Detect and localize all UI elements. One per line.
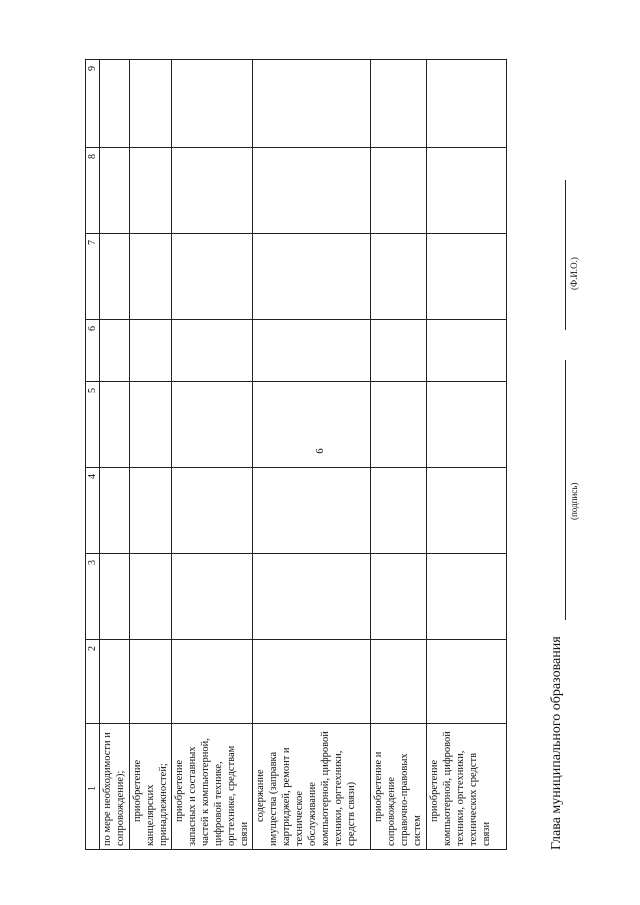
table-row: [253, 60, 371, 850]
col-header-3: 3: [86, 554, 100, 640]
header-row: [86, 60, 100, 850]
name-line: [565, 180, 566, 330]
row-label: приобретение канцелярских принадлежностей;: [130, 724, 172, 850]
landscape-content: [85, 66, 579, 850]
col-header-9: 9: [86, 60, 100, 148]
col-header-5: 5: [86, 382, 100, 468]
row-label: приобретение компьютерной, цифровой техники, оргтехники, технических средств связи: [427, 724, 507, 850]
col-header-2: 2: [86, 640, 100, 724]
row-label: содержание имущества (заправка картриджей, ремонт и техническое обслуживание компьютерной, цифровой техники, оргтехники, средств связи): [253, 724, 371, 850]
signature-line: [565, 360, 566, 620]
page-number: 6: [313, 448, 326, 454]
col-header-7: 7: [86, 234, 100, 320]
budget-table: [85, 59, 507, 850]
signature-title: Глава муниципального образования: [549, 636, 564, 850]
row-label: приобретение и сопровождение справочно-правовых систем: [371, 724, 427, 850]
table-row: [172, 60, 253, 850]
table-row: [427, 60, 507, 850]
table-row: [371, 60, 427, 850]
col-header-1: 1: [86, 724, 100, 850]
name-caption: (Ф.И.О.): [569, 257, 579, 290]
table-row: [130, 60, 172, 850]
row-label: приобретение запасных и составных частей к компьютерной, цифровой технике, оргтехнике, средствам связи: [172, 724, 253, 850]
table-row: [100, 60, 130, 850]
row-label: по мере необходимости и сопровождение);: [100, 724, 130, 850]
col-header-4: 4: [86, 468, 100, 554]
signature-block: [545, 70, 605, 850]
signature-caption: (подпись): [569, 482, 579, 520]
col-header-6: 6: [86, 320, 100, 382]
col-header-8: 8: [86, 148, 100, 234]
